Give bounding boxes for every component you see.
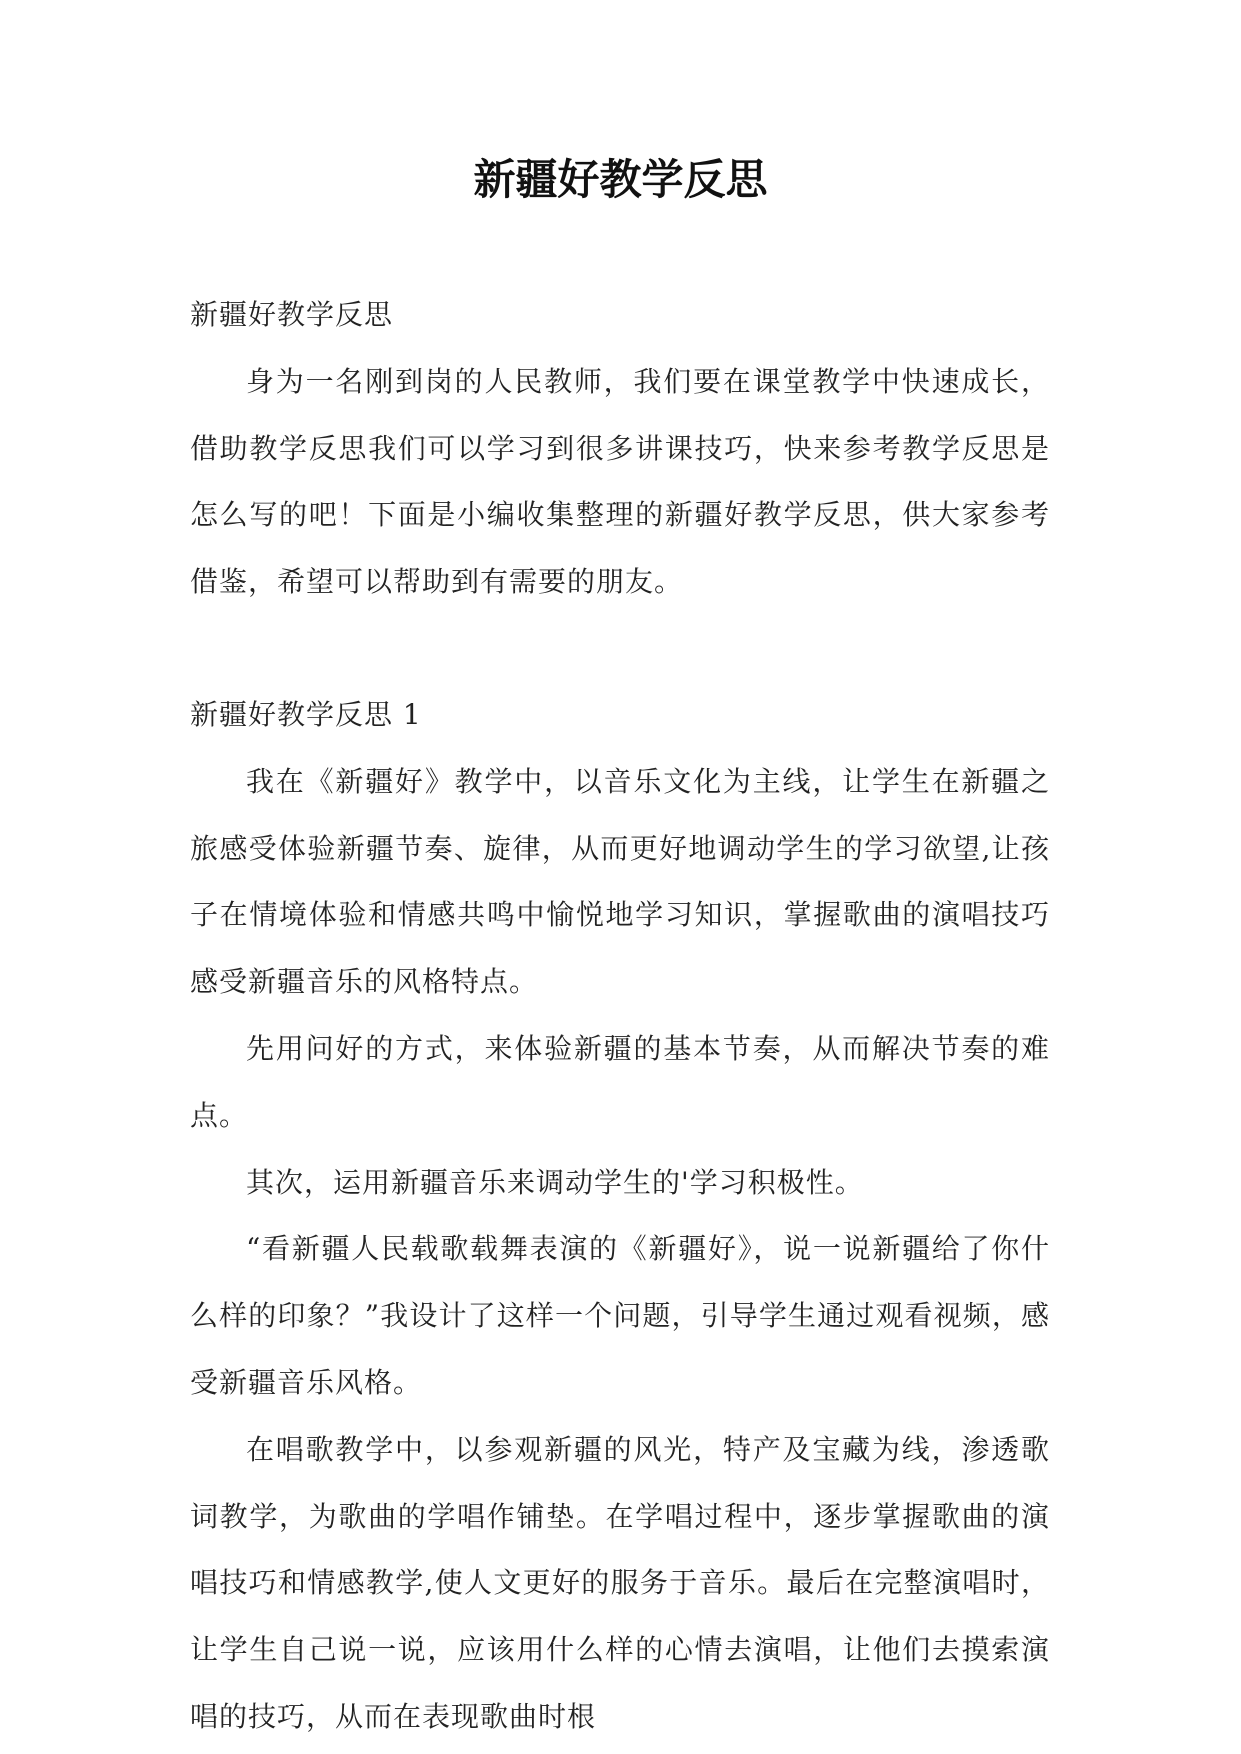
section-spacer bbox=[190, 616, 1050, 682]
document-title: 新疆好教学反思 bbox=[473, 155, 768, 204]
section1-paragraph-1: 我在《新疆好》教学中，以音乐文化为主线，让学生在新疆之旅感受体验新疆节奏、旋律，从而更好地调动学生的学习欲望,让孩子在情境体验和情感共鸣中愉悦地学习知识，掌握歌曲的演唱技巧感受新疆音乐的风格特点。 bbox=[190, 764, 1050, 999]
section1-paragraph-3: 其次，运用新疆音乐来调动学生的'学习积极性。 bbox=[246, 1165, 864, 1199]
intro-heading: 新疆好教学反思 bbox=[190, 298, 394, 331]
section1-heading: 新疆好教学反思 1 bbox=[190, 697, 422, 731]
intro-paragraph: 身为一名刚到岗的人民教师，我们要在课堂教学中快速成长，借助教学反思我们可以学习到很多讲课技巧，快来参考教学反思是怎么写的吧！下面是小编收集整理的新疆好教学反思，供大家参考借鉴，希望可以帮助到有需要的朋友。 bbox=[190, 364, 1050, 599]
section1-paragraph-2: 先用问好的方式，来体验新疆的基本节奏，从而解决节奏的难点。 bbox=[190, 1031, 1050, 1132]
section1-paragraph-4: “看新疆人民载歌载舞表演的《新疆好》，说一说新疆给了你什么样的印象？”我设计了这样一个问题，引导学生通过观看视频，感受新疆音乐风格。 bbox=[190, 1232, 1050, 1399]
section1-paragraph-5: 在唱歌教学中，以参观新疆的风光，特产及宝藏为线，渗透歌词教学，为歌曲的学唱作铺垫。在学唱过程中，逐步掌握歌曲的演唱技巧和情感教学,使人文更好的服务于音乐。最后在完整演唱时，让学生自己说一说，应该用什么样的心情去演唱，让他们去摸索演唱的技巧，从而在表现歌曲时根 bbox=[190, 1432, 1050, 1733]
document-body bbox=[190, 282, 1050, 1751]
